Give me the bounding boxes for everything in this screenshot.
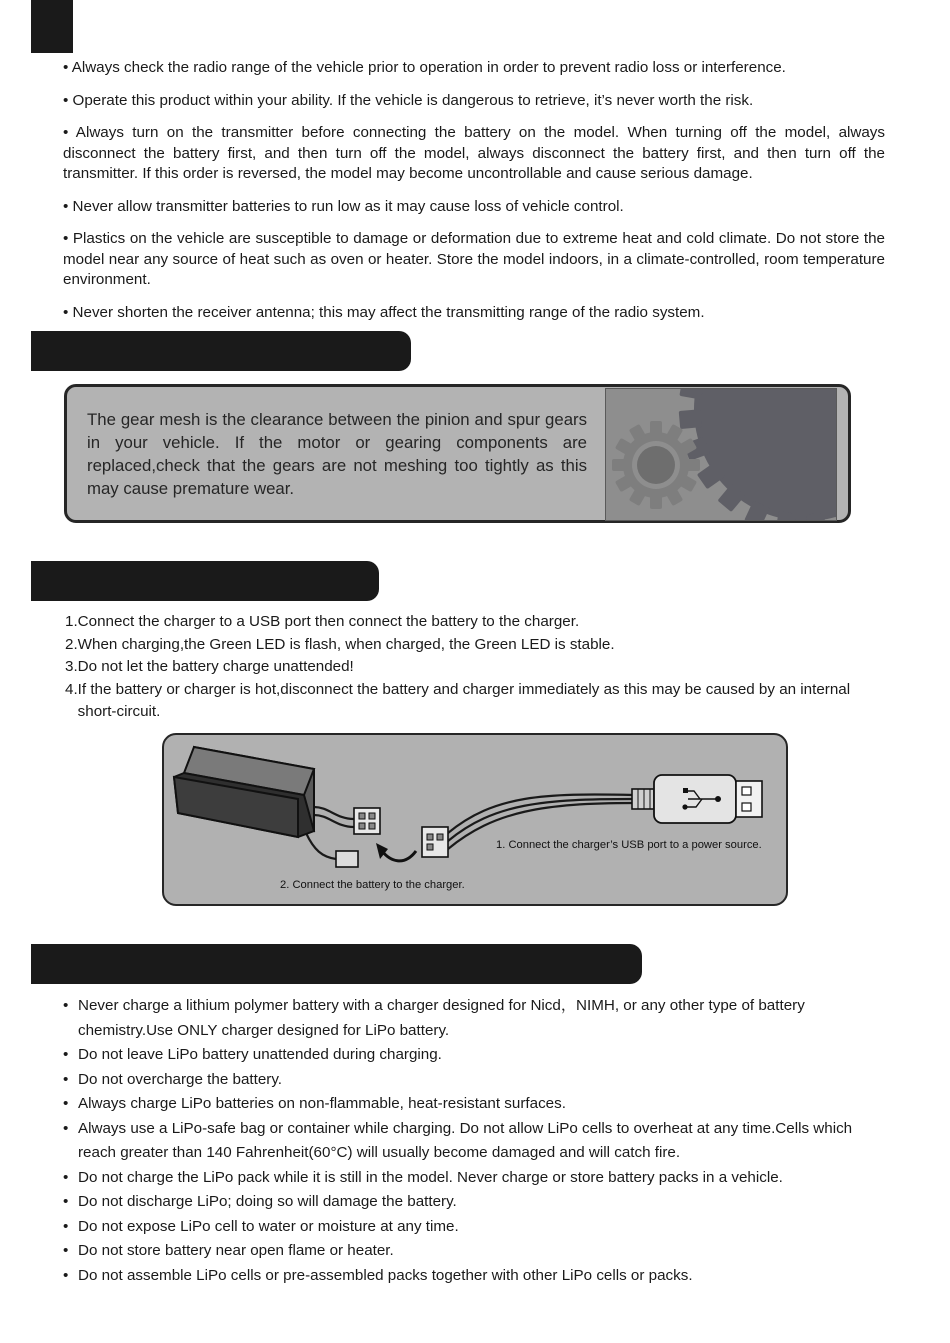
bullet: • [63,997,69,1014]
section-header-bar-gear-mesh [31,331,411,371]
list-item-text: Do not charge the LiPo pack while it is still in the model. Never charge or store battery packs in a vehicle. [78,1168,783,1186]
list-item-text: Do not overcharge the battery. [78,1070,283,1088]
list-item: • Never allow transmitter batteries to run low as it may cause loss of vehicle control. [63,197,624,215]
lipo-warnings-list [63,994,891,1288]
bullet: • [63,1046,69,1063]
section-header-bar-charging [31,561,379,601]
charging-diagram [162,733,788,906]
list-item [63,1092,891,1117]
battery-caption: 2. Connect the battery to the charger. [280,879,465,891]
list-item [63,1190,891,1215]
list-item: • Plastics on the vehicle are susceptible to damage or deformation due to extreme heat and cold climate. Do not store the model near any source of heat such as oven or heater. Store the model indoors, in a climate-controlled, room temperature environment. [63,230,885,288]
list-item-text: Do not store battery near open flame or heater. [78,1242,394,1259]
step-text: If the battery or charger is hot,disconnect the battery and charger immediately as this may be caused by an internal short-circuit. [77,680,851,721]
list-item-text: Never charge a lithium polymer battery with a charger designed for Nicd，NIMH, or any other type of battery chemistry.Use ONLY charger designed for LiPo battery. [78,997,805,1039]
bullet: • [63,1070,69,1088]
list-item-text: Always charge LiPo batteries on non-flammable, heat-resistant surfaces. [78,1095,566,1112]
bullet: • [63,1193,69,1210]
list-item-text: Always use a LiPo-safe bag or container while charging. Do not allow LiPo cells to overheat at any time.Cells which reach greater than 140 Fahrenheit(60°C) will usually become damaged and will catch fire. [78,1119,853,1161]
list-item: • Never shorten the receiver antenna; this may affect the transmitting range of the radio system. [63,303,705,321]
battery-charger-illustration [164,735,786,904]
gear-illustration [605,388,837,521]
list-item-text: Do not discharge LiPo; doing so will damage the battery. [78,1193,457,1210]
gear-mesh-text: The gear mesh is the clearance between the pinion and spur gears in your vehicle. If the motor or gearing components are replaced,check that the gears are not meshing too tightly as this may cause premature wear. [87,410,587,498]
page-corner-tab [31,0,73,53]
safety-list [63,58,885,323]
bullet: • [63,1168,69,1186]
list-item-text: Do not leave LiPo battery unattended during charging. [78,1046,442,1063]
section-header-bar-lipo [31,944,642,984]
step-number: 4. [65,680,78,698]
list-item [63,1215,891,1240]
list-item [65,634,887,657]
list-item [63,1043,891,1068]
bullet: • [63,1119,69,1137]
list-item [65,656,887,679]
list-item [63,1239,891,1264]
bullet: • [63,1217,69,1235]
list-item-text: Do not expose LiPo cell to water or moisture at any time. [78,1217,459,1235]
step-number: 1. [65,613,78,630]
gear-icon [606,389,836,520]
bullet: • [63,1242,69,1259]
gear-mesh-box [64,384,851,523]
step-number: 2. [65,635,78,653]
list-item [63,1068,891,1093]
list-item [65,611,887,634]
list-item: • Always turn on the transmitter before connecting the battery on the model. When turning off the model, always disconnect the battery first, and then turn off the model, always disconnect the battery first, and then turn off the transmitter. If this order is reversed, the model may become uncontrollable and cause serious damage. [63,124,885,182]
usb-caption: 1. Connect the charger’s USB port to a power source. [496,839,762,851]
step-text: When charging,the Green LED is flash, when charged, the Green LED is stable. [77,635,615,653]
step-text: Do not let the battery charge unattended! [77,658,354,676]
step-text: Connect the charger to a USB port then connect the battery to the charger. [77,613,580,630]
list-item [65,679,887,724]
list-item: • Always check the radio range of the vehicle prior to operation in order to prevent radio loss or interference. [63,59,786,76]
bullet: • [63,1095,69,1112]
list-item [63,1264,891,1289]
list-item-text: Do not assemble LiPo cells or pre-assembled packs together with other LiPo cells or packs. [78,1266,693,1284]
step-number: 3. [65,658,78,676]
bullet: • [63,1266,69,1284]
charging-steps [65,611,887,724]
list-item [63,1166,891,1191]
list-item [63,1117,891,1166]
list-item: • Operate this product within your ability. If the vehicle is dangerous to retrieve, it’s never worth the risk. [63,91,754,109]
list-item [63,994,891,1043]
